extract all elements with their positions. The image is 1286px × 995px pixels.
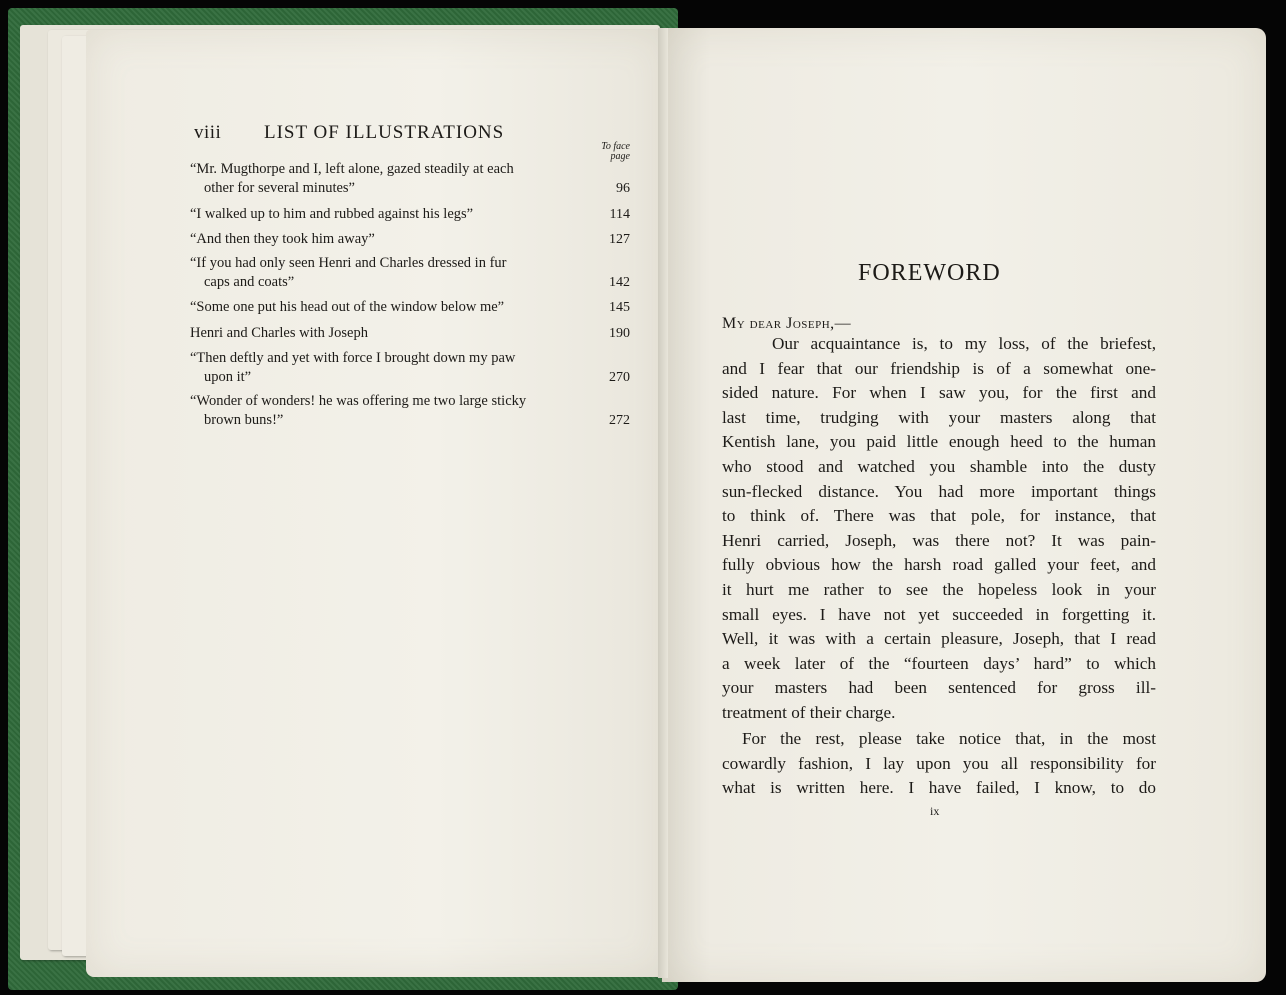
text-line: who stood and watched you shamble into the dusty — [722, 457, 1156, 476]
page-ref: 114 — [609, 207, 630, 222]
text-line: sided nature. For when I saw you, for the first and — [722, 383, 1156, 403]
caption-line: “Some one put his head out of the window below me” — [190, 299, 505, 315]
text-line: Henri carried, Joseph, was there not? It was pain- — [722, 530, 1156, 550]
list-item — [190, 230, 630, 249]
chapter-heading: FOREWORD — [858, 260, 1001, 286]
list-item — [190, 254, 630, 292]
caption-line: other for several minutes” — [204, 180, 355, 196]
text-line: your masters had been sentenced for gross ill- — [722, 678, 1156, 698]
text-line: what is written here. I have failed, I know, to do — [722, 778, 1156, 798]
text-line: treatment of their charge. — [722, 703, 896, 722]
page-ref: 127 — [609, 232, 630, 247]
text-line: Well, it was with a certain pleasure, Joseph, that I read — [722, 629, 1156, 649]
page-ref: 272 — [609, 413, 630, 428]
text-line: small eyes. I have not yet succeeded in forgetting it. — [722, 604, 1156, 624]
caption-line: Henri and Charles with Joseph — [190, 325, 368, 341]
caption-line: “Then deftly and yet with force I brought down my paw — [190, 350, 516, 366]
page-number-left: viii — [194, 122, 222, 143]
page-ref: 190 — [609, 326, 630, 341]
text-line: fully obvious how the harsh road galled your feet, and — [722, 555, 1156, 575]
caption-line: “Wonder of wonders! he was offering me two large sticky — [190, 393, 527, 409]
text-line: a week later of the “fourteen days’ hard” to which — [722, 653, 1156, 673]
caption-line: upon it” — [204, 369, 252, 385]
text-line: For the rest, please take notice that, in the most — [742, 729, 1156, 748]
salutation: My dear Joseph,— — [722, 315, 852, 332]
page-ref: 96 — [616, 181, 630, 196]
text-line: and I fear that our friendship is of a somewhat one- — [722, 358, 1156, 378]
book-gutter — [658, 28, 668, 978]
text-line: cowardly fashion, I lay upon you all responsibility for — [722, 753, 1156, 773]
page-ref: 145 — [609, 300, 630, 315]
list-item — [190, 160, 630, 198]
text-line: Kentish lane, you paid little enough heed to the human — [722, 432, 1156, 452]
page-number-right: ix — [930, 804, 940, 818]
caption-line: “And then they took him away” — [190, 231, 375, 247]
text-line: last time, trudging with your masters along that — [722, 407, 1156, 427]
caption-line: “Mr. Mugthorpe and I, left alone, gazed steadily at each — [190, 161, 514, 177]
page-ref: 270 — [609, 370, 630, 385]
column-header: To face page — [601, 141, 630, 162]
list-item — [190, 205, 630, 224]
text-line: to think of. There was that pole, for instance, that — [722, 506, 1156, 526]
list-item — [190, 392, 630, 430]
list-item — [190, 349, 630, 387]
text-line: it hurt me rather to see the hopeless look in your — [722, 580, 1156, 599]
caption-line: caps and coats” — [204, 274, 295, 290]
text-line: sun-flecked distance. You had more important things — [722, 481, 1156, 501]
running-head — [194, 122, 534, 144]
page-ref: 142 — [609, 275, 630, 290]
caption-line: “I walked up to him and rubbed against his legs” — [190, 206, 474, 222]
caption-line: brown buns!” — [204, 412, 284, 428]
running-title: LIST OF ILLUSTRATIONS — [264, 122, 505, 143]
text-line: Our acquaintance is, to my loss, of the briefest, — [772, 334, 1156, 353]
list-item — [190, 324, 630, 343]
caption-line: “If you had only seen Henri and Charles dressed in fur — [190, 255, 507, 271]
list-item — [190, 298, 630, 317]
